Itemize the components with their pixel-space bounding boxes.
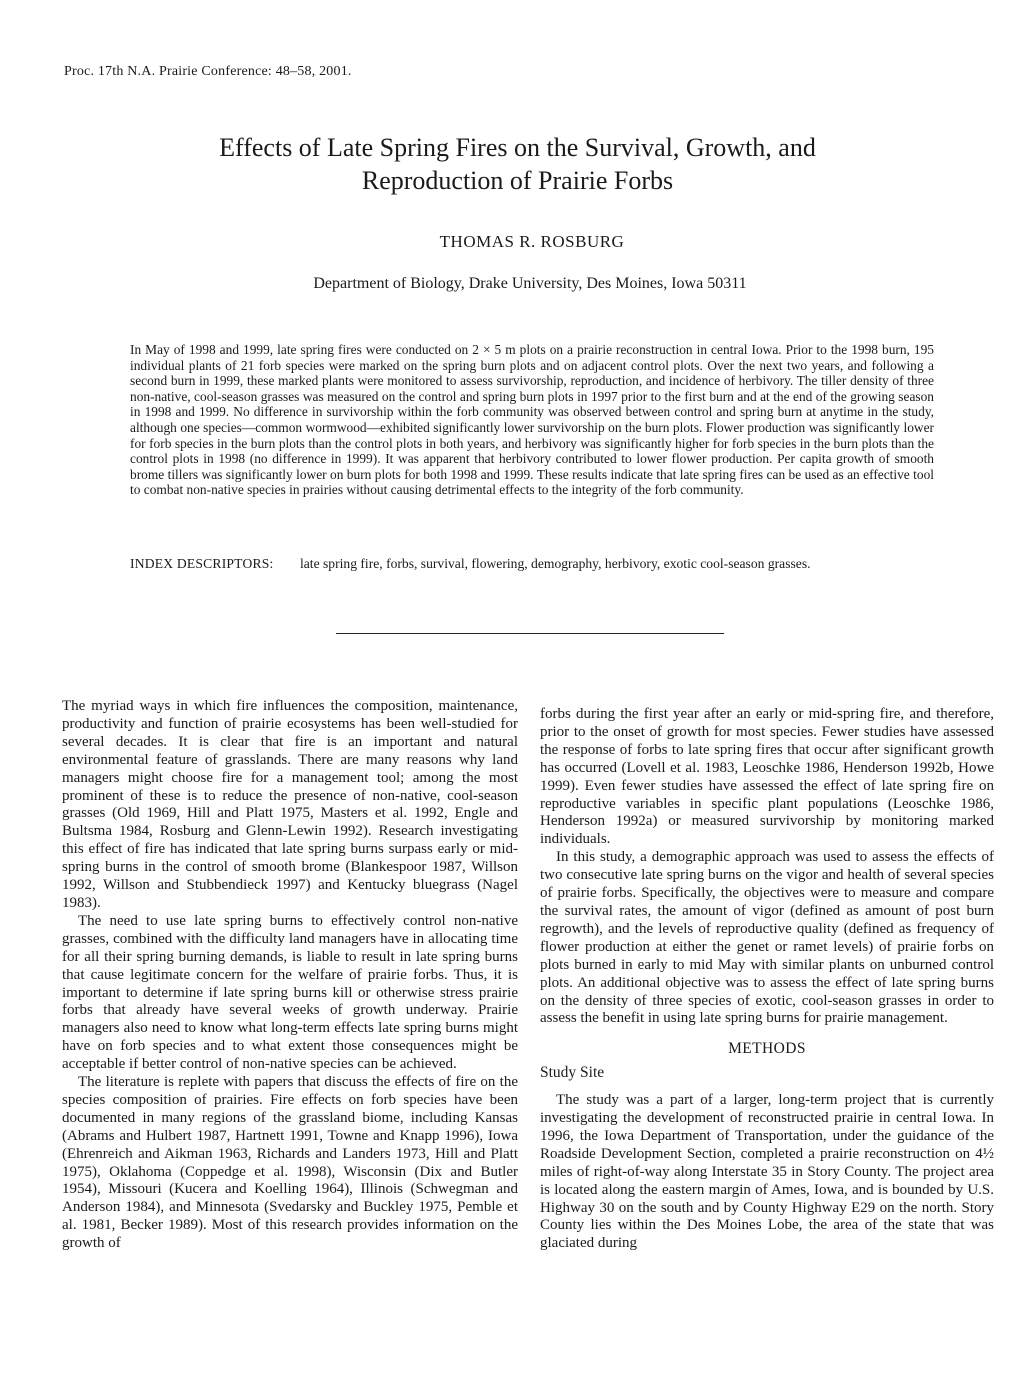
intro-paragraph-3: The literature is replete with papers that discuss the effects of fire on the species composition of prairies. Fire effects on forb species have been documented in many regions of the grassland biome, including Kansas (Abrams and Hulbert 1987, Hartnett 1991, Towne and Knapp 1996), Iowa (Ehrenreich and Aikman 1963, Richards and Landers 1973, Hill and Platt 1975), Oklahoma (Coppedge et al. 1998), Wisconsin (Dix and Butler 1954), Missouri (Kucera and Koelling 1964), Illinois (Schwegman and Anderson 1984), and Minnesota (Svedarsky and Buckley 1975, Pemble et al. 1981, Becker 1989). Most of this research provides information on the growth of [62, 1074, 518, 1252]
study-site-heading: Study Site [540, 1064, 605, 1082]
running-head: Proc. 17th N.A. Prairie Conference: 48–58, 2001. [64, 64, 352, 79]
intro-paragraph-2: The need to use late spring burns to effectively control non-native grasses, combined with the difficulty land managers have in allocating time for all their spring burning demands, is liable to result in late spring burns that cause legitimate concern for the welfare of prairie forbs. Thus, it is important to determine if late spring burns kill or otherwise stress prairie forbs that already have several weeks of growth underway. Prairie managers also need to know what long-term effects late spring burns might have on forb species and to what extent those consequences might be acceptable if better control of non-native species can be achieved. [62, 912, 518, 1073]
intro-paragraph-1: The myriad ways in which fire influences the composition, maintenance, productivity and function of prairie ecosystems has been well-studied for several decades. It is clear that fire is an important and natural environmental feature of grasslands. There are many reasons why land managers might choose fire for a management tool; among the most prominent of these is to reduce the presence of non-native, cool-season grasses (Old 1969, Hill and Platt 1975, Masters et al. 1992, Engle and Bultsma 1984, Rosburg and Glenn-Lewin 1992). Research investigating this effect of fire has indicated that late spring burns surpass early or mid-spring burns in the control of smooth brome (Blankespoor 1987, Willson 1992, Willson and Stubbendieck 1997) and Kentucky bluegrass (Nagel 1983). [62, 698, 518, 911]
study-site-paragraph: The study was a part of a larger, long-term project that is currently investigating the development of reconstructed prairie in central Iowa. In 1996, the Iowa Department of Transportation, under the guidance of the Roadside Development Section, completed a prairie reconstruction on 4½ miles of right-of-way along Interstate 35 in Story County. The project area is located along the eastern margin of Ames, Iowa, and is bounded by U.S. Highway 30 on the south and by County Highway E29 on the north. Story County lies within the Des Moines Lobe, the area of the state that was glaciated during [540, 1092, 994, 1252]
index-descriptors-label: INDEX DESCRIPTORS: [130, 556, 274, 571]
index-descriptors-text: late spring fire, forbs, survival, flowering, demography, herbivory, exotic cool-season grasses. [300, 556, 811, 571]
intro-paragraph-4: forbs during the first year after an early or mid-spring fire, and therefore, prior to the onset of growth for most species. Fewer studies have assessed the response of forbs to late spring fires that occur after significant growth has occurred (Lovell et al. 1983, Leoschke 1986, Henderson 1992b, Howe 1999). Even fewer studies have assessed the effect of late spring fire on reproductive variables in specific plant populations (Leoschke 1986, Henderson 1992a) or measured survivorship by monitoring marked individuals. [540, 706, 994, 848]
author-name: THOMAS R. ROSBURG [439, 232, 625, 251]
body-column-right [540, 706, 994, 1253]
abstract: In May of 1998 and 1999, late spring fires were conducted on 2 × 5 m plots on a prairie reconstruction in central Iowa. Prior to the 1998 burn, 195 individual plants of 21 forb species were marked on the spring burn plots and on adjacent control plots. Over the next two years, and following a second burn in 1999, these marked plants were monitored to assess survivorship, reproduction, and incidence of herbivory. The tiller density of three non-native, cool-season grasses was measured on the control and spring burn plots in 1997 prior to the first burn and at the end of the growing season in 1998 and 1999. No difference in survivorship within the forb community was observed between control and spring burn at anytime in the study, although one species—common wormwood—exhibited significantly lower survivorship on the burn plots. Flower production was significantly lower for forb species in the burn plots than the control plots in both years, and herbivory was significantly higher for forb species in the burn plots than the control plots in 1998 (no difference in 1999). It was apparent that herbivory contributed to lower flower production. Per capita growth of smooth brome tillers was significantly lower on burn plots for both 1998 and 1999. These results indicate that late spring fires can be used as an effective tool to combat non-native species in prairies without causing detrimental effects to the integrity of the forb community. [130, 342, 934, 498]
methods-heading: METHODS [728, 1040, 806, 1058]
paper-title [0, 131, 1035, 197]
index-descriptors [130, 556, 934, 572]
author-affiliation: Department of Biology, Drake University, Des Moines, Iowa 50311 [313, 275, 747, 292]
intro-paragraph-5: In this study, a demographic approach was used to assess the effects of two consecutive late spring burns on the vigor and health of several species of prairie forbs. Specifically, the objectives were to measure and compare the survival rates, the amount of vigor (defined as amount of post burn regrowth), and the levels of reproductive quality (defined as frequency of flower production at either the genet or ramet levels) of prairie forbs on plots burned in early to mid May with similar plants on unburned control plots. An additional objective was to assess the effect of late spring burns on the density of three species of exotic, cool-season grasses in order to assess the benefit in using late spring burns for prairie management. [540, 849, 994, 1027]
paper-title-line-2: Reproduction of Prairie Forbs [361, 166, 674, 195]
body-column-left [62, 698, 518, 1253]
section-divider [336, 633, 724, 634]
paper-title-line-1: Effects of Late Spring Fires on the Survival, Growth, and [219, 133, 816, 162]
